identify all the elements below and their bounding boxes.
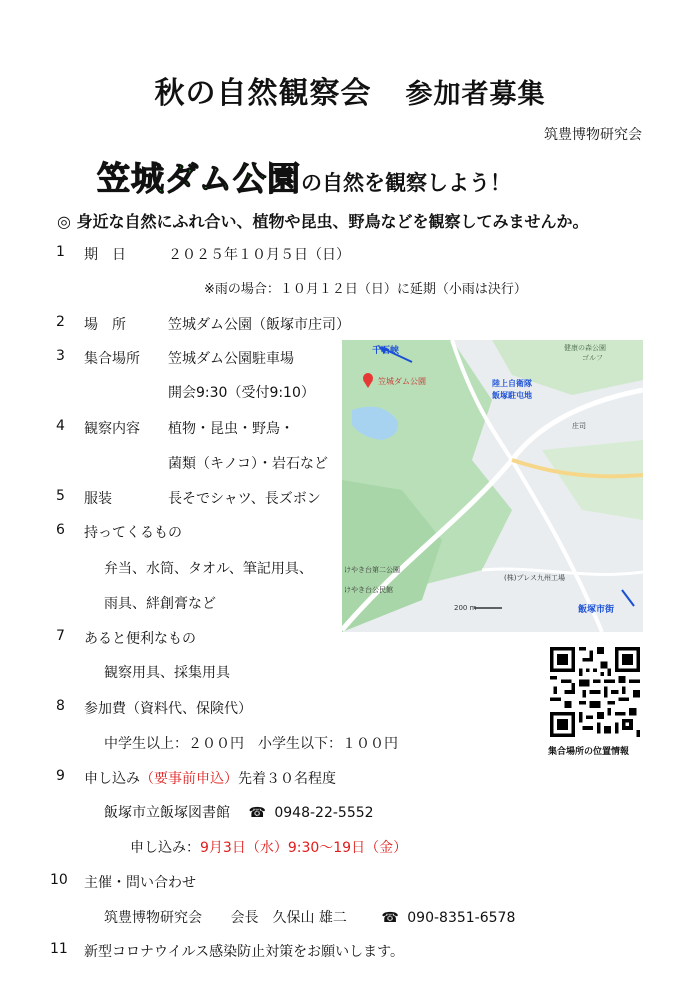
- contact-person: 会長 久保山 雄二: [230, 910, 347, 926]
- item-label: 期 日: [84, 247, 126, 263]
- item-number: 3: [56, 348, 65, 364]
- library-name: 飯塚市立飯塚図書館: [104, 805, 230, 821]
- map-label-senkoku: 千石峡: [372, 346, 400, 356]
- belongings-line2: 雨具、絆創膏など: [104, 596, 216, 612]
- item-number: 11: [50, 941, 68, 957]
- item-number: 6: [56, 522, 65, 538]
- useful-line1: 観察用具、採集用具: [104, 665, 230, 681]
- item-label: 場 所: [84, 317, 126, 333]
- map-label-jsdf: 陸上自衛隊: [492, 379, 532, 388]
- item-value: ２０２５年１０月５日（日）: [168, 247, 350, 263]
- map-label-jsdf-2: 飯塚駐屯地: [492, 391, 532, 400]
- item-number: 4: [56, 418, 65, 434]
- contact-phone: 090-8351-6578: [407, 910, 516, 926]
- library-phone: 0948-22-5552: [274, 805, 374, 821]
- catch-park-name: 笠城ダム公園: [97, 159, 301, 198]
- map-label-shoji: 庄司: [572, 422, 586, 430]
- map-label-keyaki-2: けやき台公民館: [344, 586, 393, 594]
- map-label-kyuden: (株)プレス九州工場: [504, 574, 565, 582]
- phone-icon: ☎: [381, 910, 399, 926]
- item-label: 持ってくるもの: [84, 525, 182, 541]
- qr-code[interactable]: [550, 647, 640, 737]
- item-number: 9: [56, 768, 65, 784]
- title-main: 秋の自然観察会: [154, 76, 372, 111]
- contact-org: 筑豊博物研究会: [104, 910, 202, 926]
- belongings-line1: 弁当、水筒、タオル、筆記用具、: [104, 561, 313, 577]
- fee-line1: 中学生以上：２００円 小学生以下：１００円: [104, 736, 398, 752]
- qr-caption: 集合場所の位置情報: [548, 747, 630, 757]
- capacity-note: 先着３０名程度: [238, 771, 336, 787]
- item-value: 笠城ダム公園駐車場: [168, 351, 294, 367]
- application-label-group: [84, 768, 336, 788]
- location-map[interactable]: [342, 340, 643, 632]
- qr-code-image: [550, 647, 640, 737]
- catch-copy: [97, 153, 511, 200]
- item-label: 申し込み: [84, 771, 140, 787]
- title-sub: 参加者募集: [405, 79, 546, 110]
- apply-label: 申し込み：: [130, 840, 200, 856]
- apply-dates: 9月3日（水）9:30～19日（金）: [200, 840, 408, 856]
- map-label-keyaki: けやき台第二公園: [344, 566, 400, 574]
- page-title: [0, 68, 700, 112]
- item-number: 2: [56, 314, 65, 330]
- lead-text: ◎ 身近な自然にふれ合い、植物や昆虫、野鳥などを観察してみませんか。: [57, 212, 589, 231]
- item-label: 参加費（資料代、保険代）: [84, 701, 252, 717]
- item-number: 8: [56, 698, 65, 714]
- item-value: 長そでシャツ、長ズボン: [168, 491, 321, 507]
- application-place: [104, 802, 374, 822]
- opening-time: 開会9:30（受付9:10）: [168, 385, 315, 401]
- application-period: [130, 837, 407, 857]
- item-number: 7: [56, 628, 65, 644]
- map-scale-label: 200 m: [454, 604, 477, 612]
- organizer-name: 筑豊博物研究会: [544, 127, 642, 143]
- contact-line: [104, 907, 515, 927]
- item-label: 観察内容: [84, 421, 140, 437]
- map-label-golf-2: ゴルフ: [582, 354, 603, 362]
- map-label-golf: 健康の森公園: [564, 344, 606, 352]
- observation-more: 菌類（キノコ）・岩石など: [168, 456, 329, 472]
- rain-note: ※雨の場合：１０月１２日（日）に延期（小雨は決行）: [204, 282, 527, 297]
- item-label: 新型コロナウイルス感染防止対策をお願いします。: [84, 944, 405, 960]
- map-image: [342, 340, 643, 632]
- item-number: 1: [56, 244, 65, 260]
- item-label: 服装: [84, 491, 112, 507]
- item-value: 植物・昆虫・野鳥・: [168, 421, 294, 437]
- item-label: 集合場所: [84, 351, 140, 367]
- map-label-park: 笠城ダム公園: [378, 377, 426, 386]
- required-note: （要事前申込）: [140, 771, 238, 787]
- item-value: 笠城ダム公園（飯塚市庄司）: [168, 317, 350, 333]
- phone-icon: ☎: [248, 805, 266, 821]
- catch-tail: の自然を観察しよう！: [301, 171, 511, 195]
- item-label: 主催・問い合わせ: [84, 875, 196, 891]
- item-number: 10: [50, 872, 68, 888]
- item-label: あると便利なもの: [84, 631, 196, 647]
- item-number: 5: [56, 488, 65, 504]
- map-label-iizuka: 飯塚市街: [578, 605, 615, 615]
